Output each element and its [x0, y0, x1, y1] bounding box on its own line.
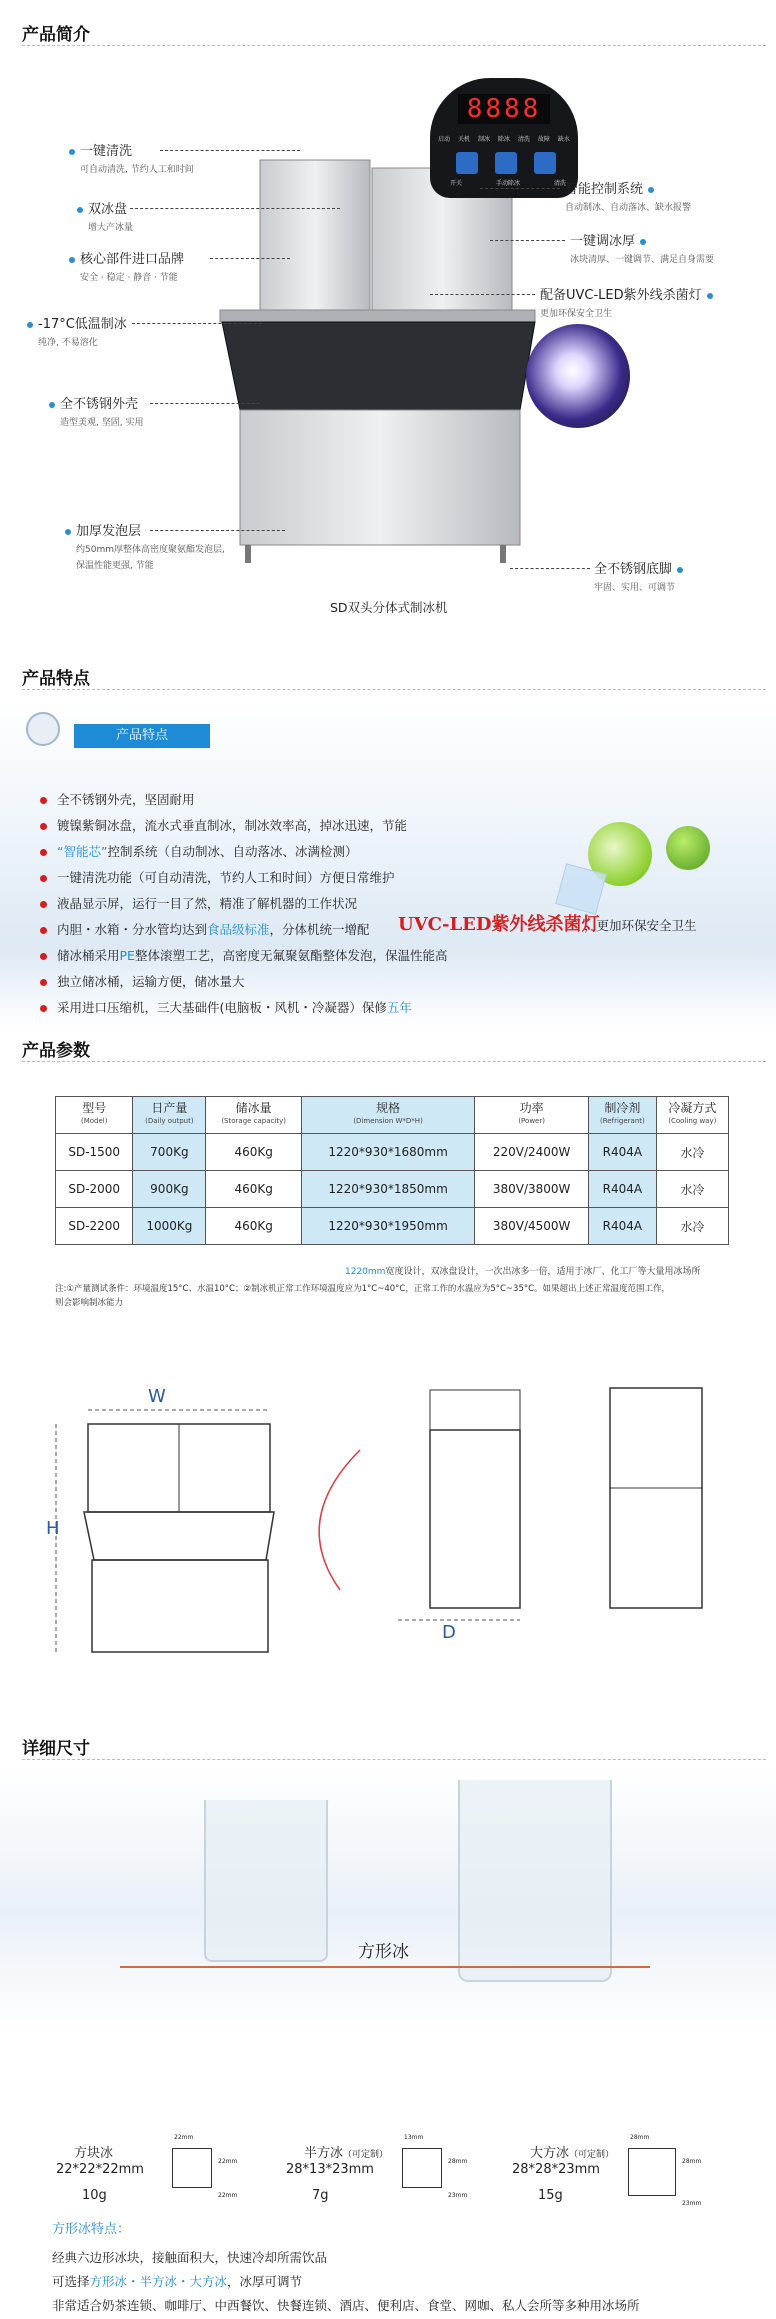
dim-label: 23mm: [448, 2192, 468, 2199]
ice-title-underline: [120, 1966, 650, 1968]
table-cell: 460Kg: [206, 1208, 302, 1245]
bullet-dot: [27, 322, 33, 328]
feature-text: 采用进口压缩机，三大基础件(电脑板・风机・冷凝器）保修: [57, 1000, 387, 1015]
leader-line: [132, 323, 262, 324]
lime-image: [666, 826, 710, 870]
led-display: 8888: [458, 94, 550, 124]
dim-label: 22mm: [218, 2158, 238, 2165]
section-header-params: [0, 1030, 776, 1066]
callout-sub: 牢固、实用、可调节: [594, 583, 676, 593]
callout-title: 加厚发泡层: [76, 524, 142, 539]
table-cell: 380V/3800W: [475, 1171, 589, 1208]
callout-title: 双冰盘: [88, 202, 128, 217]
control-panel: [430, 78, 578, 198]
ice-size: 22*22*22mm: [56, 2162, 144, 2177]
dim-label: 28mm: [448, 2158, 468, 2165]
feature-item: [40, 816, 407, 834]
clean-button[interactable]: [534, 152, 556, 174]
leader-line: [430, 294, 535, 295]
table-cell: 水冷: [656, 1208, 728, 1245]
bullet-dot: [40, 797, 47, 804]
indicator-label: 关机: [457, 136, 470, 143]
indicator-label: 除冰: [497, 136, 510, 143]
feature-item: [40, 842, 357, 860]
col-cooling: 冷凝方式 (Cooling way): [656, 1097, 728, 1134]
ice-feature-3: 非常适合奶茶连锁、咖啡厅、中西餐饮、快餐连锁、酒店、便利店、食堂、网咖、私人会所等多种用冰场所: [52, 2298, 640, 2313]
callout-steel-shell: [44, 393, 143, 428]
callout-title: 核心部件进口品牌: [80, 252, 185, 267]
leader-line: [210, 258, 290, 259]
section-title: 产品简介: [22, 25, 90, 45]
callout-sub: 自动制冰、自动落冰、缺水报警: [565, 203, 692, 213]
front-view-drawing: [56, 1410, 274, 1652]
feature-text: 内胆・水箱・分水管均达到: [57, 922, 208, 937]
manual-deice-button[interactable]: [495, 152, 517, 174]
divider: [22, 689, 766, 690]
feature-item: [40, 790, 195, 808]
table-cell: R404A: [589, 1134, 657, 1171]
feature-item: [40, 946, 447, 964]
table-cell: 700Kg: [133, 1134, 206, 1171]
feature-text: 独立储冰桶，运输方便，储冰量大: [57, 974, 245, 989]
indicator-label: 故障: [537, 136, 550, 143]
dim-label: 28mm: [630, 2134, 650, 2141]
ice-size: 28*13*23mm: [286, 2162, 374, 2177]
callout-sub: 约50mm厚整体高密度聚氨酯发泡层,: [76, 545, 225, 555]
ice-cube-diagram: [402, 2148, 442, 2188]
callout-title: 一键清洗: [80, 144, 133, 159]
col-power: 功率 (Power): [475, 1097, 589, 1134]
table-cell: 460Kg: [206, 1134, 302, 1171]
table-cell: 460Kg: [206, 1171, 302, 1208]
col-refrigerant: 制冷剂 (Refrigerant): [589, 1097, 657, 1134]
callout-core-parts: [64, 248, 184, 283]
dimension-drawings: [40, 1380, 760, 1710]
feature-text: 液晶显示屏，运行一目了然，精准了解机器的工作状况: [57, 896, 358, 911]
feature-item: [40, 972, 245, 990]
bullet-dot: [69, 257, 75, 263]
machine-caption: SD双头分体式制冰机: [330, 600, 448, 615]
callout-sub: 纯净, 不易溶化: [38, 338, 98, 348]
ice-type-name: 半方冰（可定制）: [304, 2146, 389, 2161]
ice-feature-title: 方形冰特点：: [52, 2222, 131, 2237]
ice-machine-illustration: [200, 140, 540, 600]
panel-button-labels: [450, 178, 566, 187]
callout-smart-control: [565, 178, 691, 213]
col-daily-output: 日产量 (Daily output): [133, 1097, 206, 1134]
table-cell: 水冷: [656, 1171, 728, 1208]
table-header-row: [56, 1097, 729, 1134]
bullet-dot: [707, 293, 713, 299]
feature-item: [40, 998, 412, 1016]
dim-label: 23mm: [682, 2200, 702, 2207]
uvc-lamp-photo: [526, 324, 630, 428]
table-cell: 1220*930*1680mm: [302, 1134, 475, 1171]
feature-text: 一键清洗功能（可自动清洗，节约人工和时间）方便日常维护: [57, 870, 395, 885]
bullet-dot: [40, 849, 47, 856]
section-title: 产品参数: [22, 1041, 90, 1061]
ice-type-name: 大方冰（可定制）: [530, 2146, 615, 2161]
callout-low-temp: [22, 313, 127, 348]
table-cell: R404A: [589, 1171, 657, 1208]
side-view-drawing: [319, 1390, 520, 1620]
table-cell: SD-2200: [56, 1208, 133, 1245]
table-cell: 水冷: [656, 1134, 728, 1171]
leader-line: [150, 530, 285, 531]
callout-title: 智能控制系统: [565, 182, 644, 197]
callout-double-tray: [72, 198, 133, 233]
dim-label: 22mm: [218, 2192, 238, 2199]
dim-label: 13mm: [404, 2134, 424, 2141]
panel-buttons: [456, 152, 556, 174]
table-cell: 1220*930*1950mm: [302, 1208, 475, 1245]
section-title: 产品特点: [22, 669, 90, 689]
callout-sub: 造型美观, 坚固, 实用: [60, 418, 144, 428]
divider: [22, 45, 766, 46]
leader-line: [130, 208, 340, 209]
ice-feature-1: 经典六边形冰块，接触面积大，快速冷却所需饮品: [52, 2250, 328, 2265]
button-label: 手动除冰: [495, 180, 520, 187]
features-badge: 产品特点: [74, 724, 210, 748]
leader-line: [160, 150, 300, 151]
leader-line: [480, 188, 560, 189]
table-row: [56, 1134, 729, 1171]
bullet-dot: [40, 823, 47, 830]
leader-line: [150, 403, 260, 404]
button-label: 开关: [450, 180, 463, 187]
leader-line: [510, 568, 590, 569]
glass-small-image: [204, 1800, 328, 1962]
callout-title: 一键调冰厚: [570, 234, 636, 249]
feature-highlight: 五年: [386, 1000, 412, 1015]
bullet-dot: [49, 402, 55, 408]
divider: [22, 1061, 766, 1062]
feature-item: [40, 894, 357, 912]
table-cell: SD-1500: [56, 1134, 133, 1171]
back-view-drawing: [610, 1388, 702, 1608]
callout-title: 配备UVC-LED紫外线杀菌灯: [540, 288, 702, 303]
callout-one-key-clean: [64, 140, 194, 175]
callout-title: 全不锈钢底脚: [594, 562, 673, 577]
bullet-dot: [77, 207, 83, 213]
table-row: [56, 1208, 729, 1245]
bullet-dot: [40, 901, 47, 908]
uvc-tail: ，更加环保安全卫生: [584, 918, 697, 933]
snowman-icon: [26, 712, 60, 746]
feature-text: 整体滚塑工艺，高密度无氟聚氨酯整体发泡，保温性能高: [134, 948, 448, 963]
glass-large-image: [458, 1780, 612, 1982]
callout-title: 全不锈钢外壳: [60, 397, 139, 412]
indicator-label: 清洗: [517, 136, 530, 143]
bullet-dot: [40, 979, 47, 986]
test-note-2: 则会影响制冰能力: [55, 1298, 124, 1308]
callout-title: -17°C低温制冰: [38, 317, 127, 332]
feature-text: 镀镍紫铜冰盘，流水式垂直制冰，制冰效率高，掉冰迅速，节能: [57, 818, 408, 833]
table-footnote: [345, 1264, 700, 1277]
callout-sub: 安全 · 稳定 · 静音 · 节能: [80, 273, 178, 283]
callout-steel-feet: [594, 558, 688, 593]
feature-text: 储冰桶采用: [57, 948, 120, 963]
ice-photo-background: [0, 1770, 776, 2030]
bullet-dot: [40, 927, 47, 934]
callout-sub: 可自动清洗, 节约人工和时间: [80, 165, 194, 175]
callout-ice-thickness: [570, 230, 714, 265]
callout-sub: 更加环保安全卫生: [540, 309, 613, 319]
test-note-1: 注:①产量测试条件：环境温度15°C、水温10°C；②制冰机正常工作环境温度应为1°C~40°C，正常工作的水温应为5°C~35°C。如果超出上述正常温度范围工作，: [55, 1284, 671, 1294]
bullet-dot: [40, 953, 47, 960]
bullet-dot: [40, 1005, 47, 1012]
bullet-dot: [677, 567, 683, 573]
feature-highlight: PE: [119, 948, 135, 963]
section-header-sizes: [0, 1728, 776, 1764]
feature-highlight: 食品级标准: [207, 922, 270, 937]
col-storage: 储冰量 (Storage capacity): [206, 1097, 302, 1134]
footnote-text: 宽度设计，双冰盘设计，一次出冰多一倍，适用于冰厂、化工厂等大量用冰场所: [385, 1267, 701, 1277]
callout-uvc-lamp: [540, 284, 718, 319]
dim-label: 28mm: [682, 2158, 702, 2165]
ice-weight: 15g: [538, 2188, 563, 2203]
feature-text: 控制系统（自动制冰、自动落冰、冰满检测）: [107, 844, 358, 859]
depth-label: D: [442, 1622, 456, 1643]
section-header-features: [0, 658, 776, 694]
feature-text: ，分体机统一增配: [269, 922, 370, 937]
table-cell: 1000Kg: [133, 1208, 206, 1245]
table-cell: 380V/4500W: [475, 1208, 589, 1245]
ice-type-name: 方块冰: [74, 2146, 114, 2161]
panel-indicator-labels: [438, 134, 570, 143]
callout-foam-layer: [60, 520, 225, 571]
callout-sub: 增大产冰量: [88, 223, 134, 233]
bullet-dot: [69, 149, 75, 155]
ice-weight: 10g: [82, 2188, 107, 2203]
width-label: W: [148, 1386, 166, 1407]
power-button[interactable]: [456, 152, 478, 174]
ice-feature-2: 可选择方形冰・半方冰・大方冰，冰厚可调节: [52, 2274, 303, 2289]
bullet-dot: [40, 875, 47, 882]
section-title: 详细尺寸: [22, 1739, 90, 1759]
feature-text: 全不锈钢外壳，坚固耐用: [57, 792, 195, 807]
col-dimension: 规格 (Dimension W*D*H): [302, 1097, 475, 1134]
dim-label: 22mm: [174, 2134, 194, 2141]
callout-sub: 冰块清厚、一键调节、满足自身需要: [570, 255, 715, 265]
feature-item: [40, 868, 395, 886]
section-header-intro: [0, 14, 776, 50]
ice-weight: 7g: [312, 2188, 329, 2203]
table-cell: R404A: [589, 1208, 657, 1245]
highlight-width: 1220mm: [345, 1267, 386, 1277]
indicator-label: 启动: [438, 136, 451, 143]
callout-sub: 保温性能更强, 节能: [76, 561, 154, 571]
ice-title: 方形冰: [358, 1942, 409, 1962]
indicator-label: 制冰: [477, 136, 490, 143]
button-label: 清洗: [553, 180, 566, 187]
feature-highlight: “智能芯”: [57, 844, 108, 859]
ice-cube-diagram: [628, 2148, 676, 2196]
bullet-dot: [648, 187, 654, 193]
bullet-dot: [65, 529, 71, 535]
table-cell: SD-2000: [56, 1171, 133, 1208]
indicator-label: 缺水: [557, 136, 570, 143]
leader-line: [490, 240, 565, 241]
col-model: 型号 (Model): [56, 1097, 133, 1134]
feature-item: [40, 920, 370, 938]
spec-table: [55, 1096, 729, 1245]
table-row: [56, 1171, 729, 1208]
ice-size: 28*28*23mm: [512, 2162, 600, 2177]
table-cell: 900Kg: [133, 1171, 206, 1208]
table-cell: 1220*930*1850mm: [302, 1171, 475, 1208]
divider: [22, 1759, 766, 1760]
height-label: H: [46, 1518, 60, 1539]
bullet-dot: [640, 239, 646, 245]
uvc-art-text: UVC-LED紫外线杀菌灯: [398, 914, 600, 935]
ice-cube-diagram: [172, 2148, 212, 2188]
table-cell: 220V/2400W: [475, 1134, 589, 1171]
